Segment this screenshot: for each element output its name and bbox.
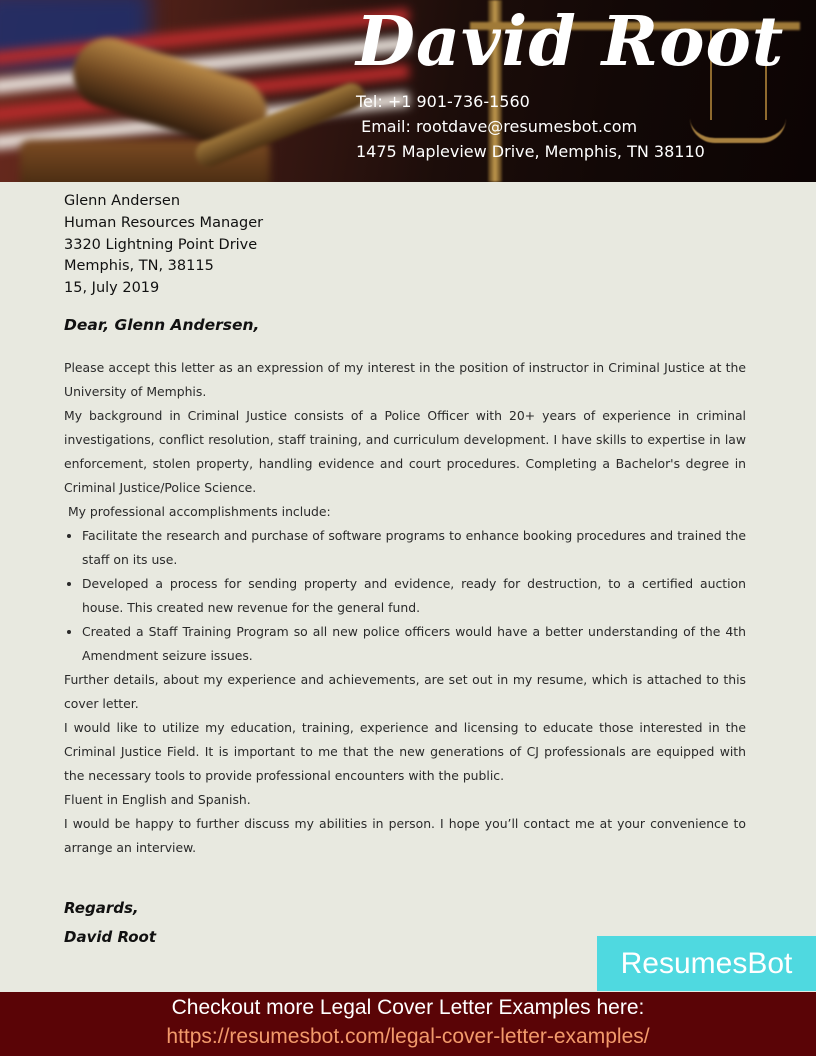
closing-block: [64, 894, 156, 952]
recipient-name: Glenn Andersen: [64, 193, 181, 209]
salutation: Dear, Glenn Andersen,: [64, 316, 260, 334]
list-item: • Facilitate the research and purchase of software programs to enhance booking procedures and trained the staff on its use.: [82, 524, 746, 572]
accomplishments-intro: My professional accomplishments include:: [64, 504, 331, 519]
closing-regards: Regards,: [64, 899, 139, 917]
footer-text: Checkout more Legal Cover Letter Examples here:: [171, 996, 645, 1019]
paragraph-languages: Fluent in English and Spanish.: [64, 792, 251, 807]
footer-link[interactable]: https://resumesbot.com/legal-cover-letter-examples/: [166, 1025, 650, 1048]
letter-body: [64, 356, 746, 860]
recipient-street: 3320 Lightning Point Drive: [64, 236, 258, 253]
contact-email: Email: rootdave@resumesbot.com: [356, 117, 638, 136]
candidate-name: David Root: [356, 2, 785, 82]
header-banner: [0, 0, 816, 182]
paragraph-intro: Please accept this letter as an expression of my interest in the position of instructor in Criminal Justice at the University of Memphis.: [64, 360, 746, 399]
paragraph-details: Further details, about my experience and achievements, are set out in my resume, which is attached to this cover letter.: [64, 672, 746, 711]
accomplishments-list: [64, 524, 746, 668]
paragraph-background: My background in Criminal Justice consists of a Police Officer with 20+ years of experience in criminal investigations, conflict resolution, staff training, and curriculum development. I have skills to expertise in law enforcement, stolen property, handling evidence and court procedures. Completing a Bachelor's degree in Criminal Justice/Police Science.: [64, 408, 746, 495]
paragraph-goals: I would like to utilize my education, training, experience and licensing to educate those interested in the Criminal Justice Field. It is important to me that the new generations of CJ professionals are equipped with the necessary tools to provide professional encounters with the public.: [64, 720, 746, 783]
closing-signature: David Root: [64, 928, 157, 946]
brand-logo: ResumesBot: [597, 936, 816, 991]
contact-phone: Tel: +1 901-736-1560: [356, 92, 530, 111]
footer-banner: [0, 992, 816, 1056]
list-item: • Developed a process for sending property and evidence, ready for destruction, to a certified auction house. This created new revenue for the general fund.: [82, 572, 746, 620]
recipient-title: Human Resources Manager: [64, 214, 264, 231]
recipient-block: [64, 191, 263, 300]
list-item: • Created a Staff Training Program so all new police officers would have a better understanding of the 4th Amendment seizure issues.: [82, 620, 746, 668]
recipient-city: Memphis, TN, 38115: [64, 258, 214, 275]
paragraph-closing: I would be happy to further discuss my abilities in person. I hope you’ll contact me at your convenience to arrange an interview.: [64, 816, 746, 855]
letter-date: 15, July 2019: [64, 280, 160, 297]
contact-address: 1475 Mapleview Drive, Memphis, TN 38110: [356, 142, 705, 161]
